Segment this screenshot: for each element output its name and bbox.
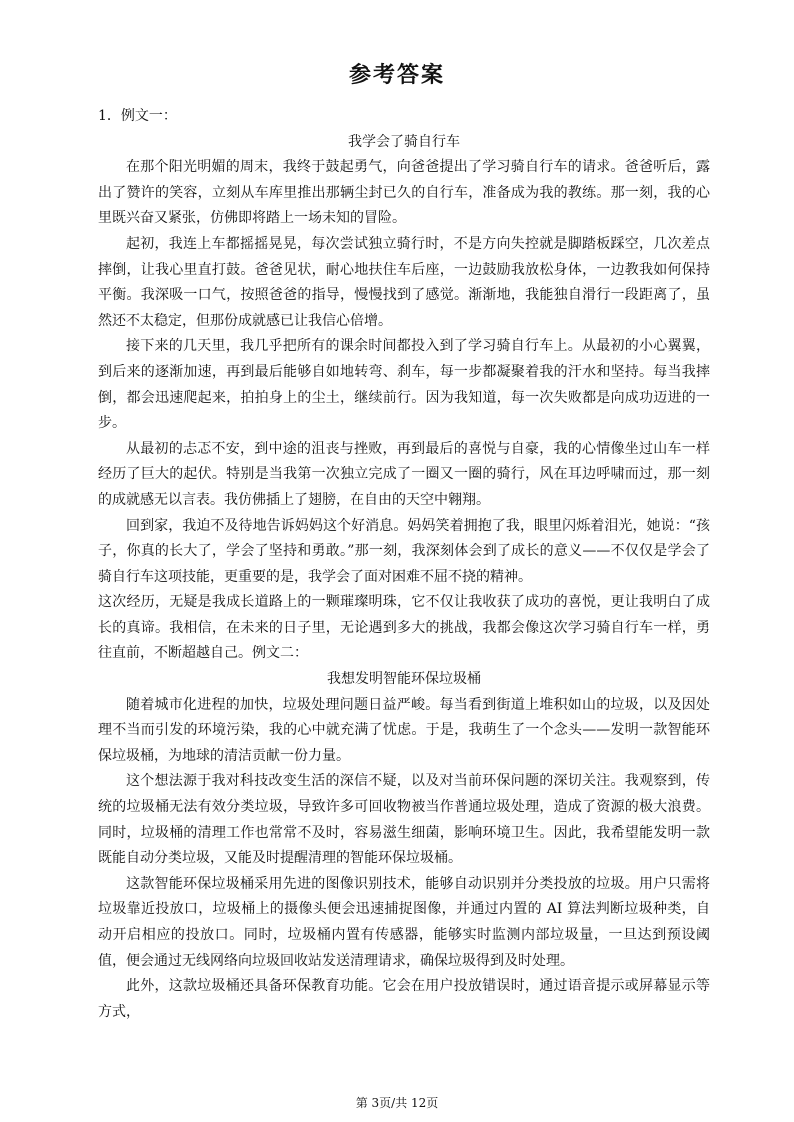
essay-2-paragraph: 这款智能环保垃圾桶采用先进的图像识别技术，能够自动识别并分类投放的垃圾。用户只需将垃圾靠近投放口，垃圾桶上的摄像头便会迅速捕捉图像，并通过内置的 AI 算法判断垃圾种类，自动开启相应的投放口。同时，垃圾桶内置有传感器，能够实时监测内部垃圾量，一旦达到预设阈值，便会通过无线网络向垃圾回收站发送清理请求，确保垃圾得到及时处理。 (98, 875, 710, 969)
essay-1-paragraph: 回到家，我迫不及待地告诉妈妈这个好消息。妈妈笑着拥抱了我，眼里闪烁着泪光，她说：“孩子，你真的长大了，学会了坚持和勇敢。”那一刻，我深刻体会到了成长的意义——不仅仅是学会了骑自行车这项技能，更重要的是，我学会了面对困难不屈不挠的精神。 (98, 517, 710, 585)
essay-1-closing-paragraph: 这次经历，无疑是我成长道路上的一颗璀璨明珠，它不仅让我收获了成功的喜悦，更让我明白了成长的真谛。我相信，在未来的日子里，无论遇到多大的挑战，我都会像这次学习骑自行车一样，勇往直前，不断超越自己。例文二： (98, 594, 710, 662)
essay-2-paragraph: 此外，这款垃圾桶还具备环保教育功能。它会在用户投放错误时，通过语音提示或屏幕显示等方式， (98, 978, 710, 1020)
essay-1-title: 我学会了骑自行车 (348, 133, 460, 150)
essay-2-title: 我想发明智能环保垃圾桶 (327, 671, 481, 688)
essay-1-paragraph: 接下来的几天里，我几乎把所有的课余时间都投入到了学习骑自行车上。从最初的小心翼翼，到后来的逐渐加速，再到最后能够自如地转弯、刹车，每一步都凝聚着我的汗水和坚持。每当我摔倒，都会迅速爬起来，拍拍身上的尘土，继续前行。因为我知道，每一次失败都是向成功迈进的一步。 (98, 338, 710, 432)
question-label: 1．例文一： (98, 108, 177, 124)
essay-1-paragraph: 在那个阳光明媚的周末，我终于鼓起勇气，向爸爸提出了学习骑自行车的请求。爸爸听后，露出了赞许的笑容，立刻从车库里推出那辆尘封已久的自行车，准备成为我的教练。那一刻，我的心里既兴奋又紧张，仿佛即将踏上一场未知的冒险。 (98, 159, 710, 227)
page-number: 第 3页/共 12页 (355, 1096, 439, 1110)
essay-2-paragraph: 随着城市化进程的加快，垃圾处理问题日益严峻。每当看到街道上堆积如山的垃圾，以及因处理不当而引发的环境污染，我的心中就充满了忧虑。于是，我萌生了一个念头——发明一款智能环保垃圾桶，为地球的清洁贡献一份力量。 (98, 696, 710, 764)
essay-1-paragraph: 起初，我连上车都摇摇晃晃，每次尝试独立骑行时，不是方向失控就是脚踏板踩空，几次差点摔倒，让我心里直打鼓。爸爸见状，耐心地扶住车后座，一边鼓励我放松身体，一边教我如何保持平衡。我深吸一口气，按照爸爸的指导，慢慢找到了感觉。渐渐地，我能独自滑行一段距离了，虽然还不太稳定，但那份成就感已让我信心倍增。 (98, 235, 710, 329)
essay-2-paragraph: 这个想法源于我对科技改变生活的深信不疑，以及对当前环保问题的深切关注。我观察到，传统的垃圾桶无法有效分类垃圾，导致许多可回收物被当作普通垃圾处理，造成了资源的极大浪费。同时，垃圾桶的清理工作也常常不及时，容易滋生细菌，影响环境卫生。因此，我希望能发明一款既能自动分类垃圾，又能及时提醒清理的智能环保垃圾桶。 (98, 773, 710, 867)
essay-1-paragraph: 从最初的忐忑不安，到中途的沮丧与挫败，再到最后的喜悦与自豪，我的心情像坐过山车一样经历了巨大的起伏。特别是当我第一次独立完成了一圈又一圈的骑行，风在耳边呼啸而过，那一刻的成就感无以言表。我仿佛插上了翅膀，在自由的天空中翱翔。 (98, 440, 710, 508)
page-title: 参考答案 (348, 63, 445, 88)
answer-body (98, 104, 710, 1025)
